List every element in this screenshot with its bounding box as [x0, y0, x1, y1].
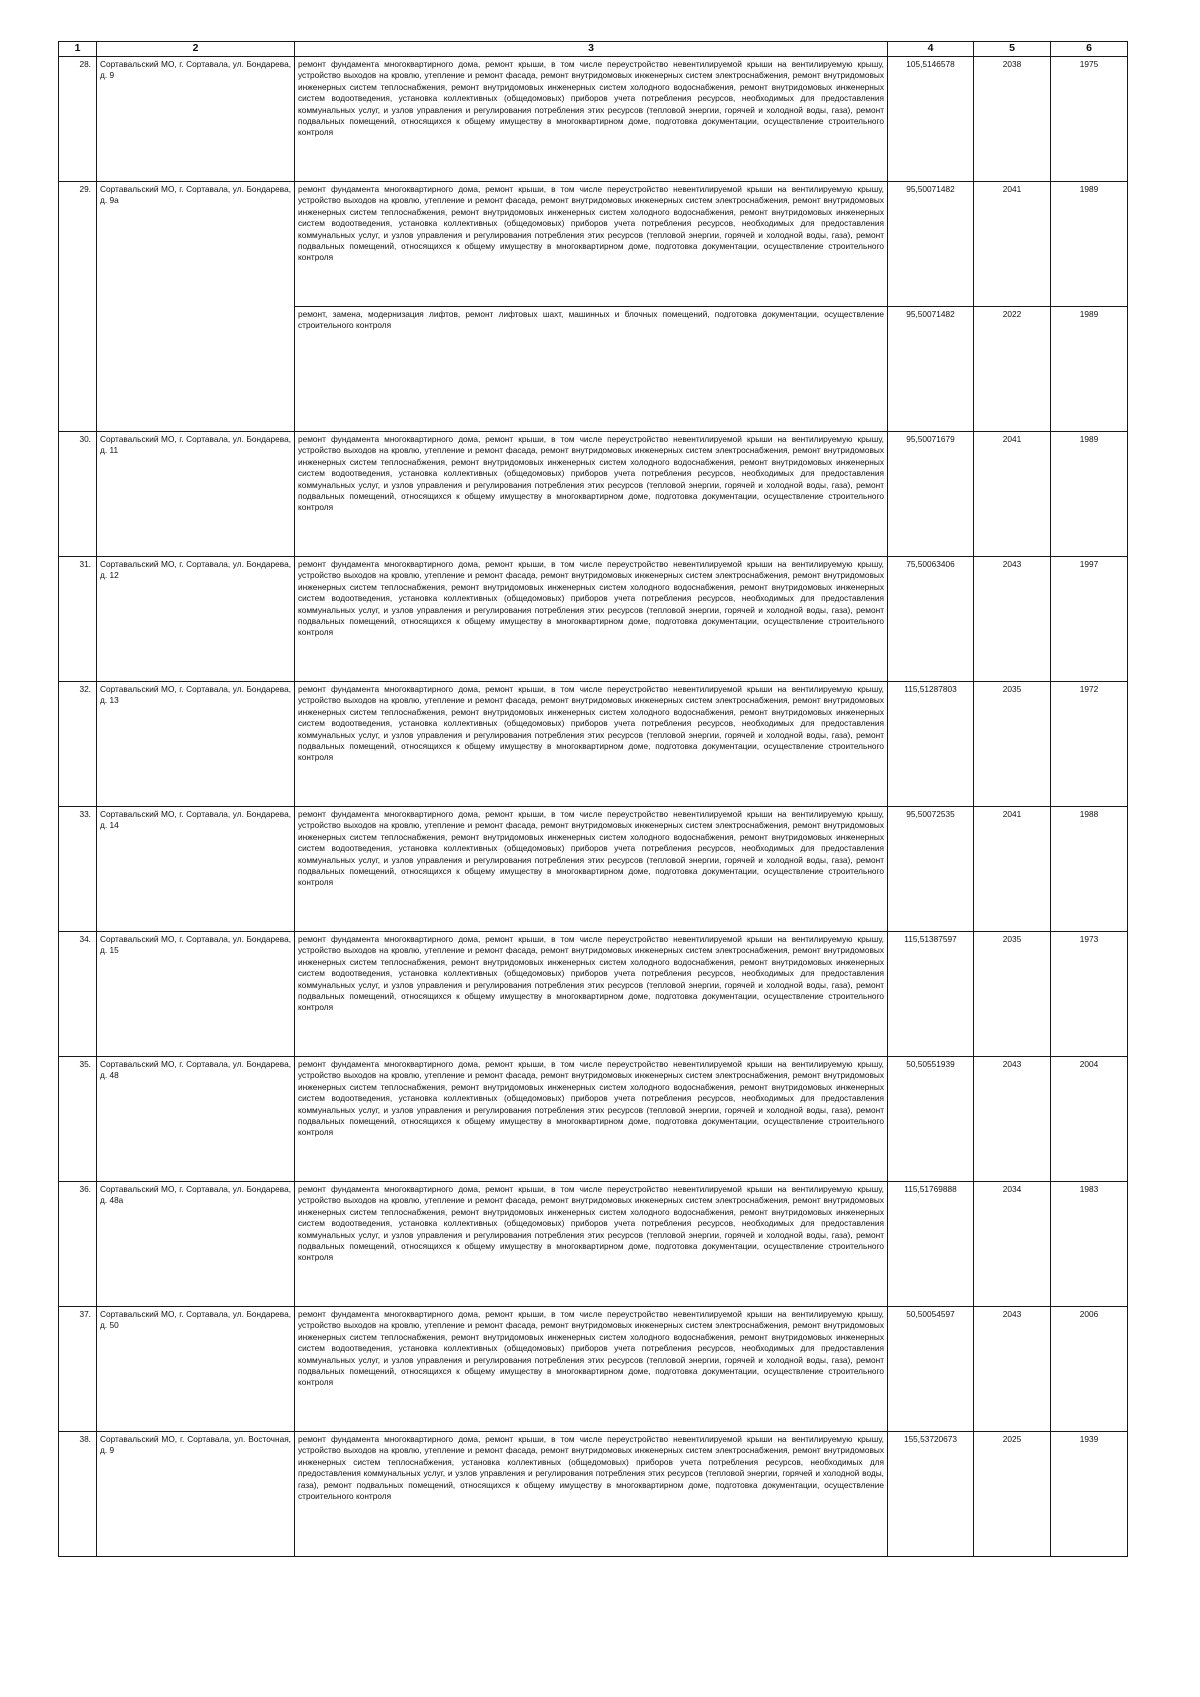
row-number: 32. [59, 682, 97, 807]
planned-year: 2022 [974, 307, 1051, 432]
table-row [59, 1307, 1128, 1432]
building-address: Сортавальский МО, г. Сортавала, ул. Бондарева, д. 48 [97, 1057, 295, 1182]
cost-value: 115,51287803 [888, 682, 974, 807]
column-header: 4 [888, 42, 974, 57]
row-number: 38. [59, 1432, 97, 1557]
planned-year: 2035 [974, 932, 1051, 1057]
table-row [59, 807, 1128, 932]
repair-works: ремонт фундамента многоквартирного дома, ремонт крыши, в том числе переустройство невентилируемой крыши на вентилируемую крышу, устройство выходов на кровлю, утепление и ремонт фасада, ремонт внутридомовых инженерных систем электроснабжения, ремонт внутридомовых инженерных систем теплоснабжения, ремонт внутридомовых инженерных систем холодного водоснабжения, ремонт внутридомовых инженерных систем водоотведения, установка коллективных (общедомовых) приборов учета потребления ресурсов, необходимых для предоставления коммунальных услуг, и узлов управления и регулирования потребления этих ресурсов (тепловой энергии, горячей и холодной воды, газа), ремонт подвальных помещений, относящихся к общему имуществу в многоквартирном доме, подготовка документации, осуществление строительного контроля [295, 432, 888, 557]
table-row [59, 1182, 1128, 1307]
building-address: Сортавальский МО, г. Сортавала, ул. Бондарева, д. 14 [97, 807, 295, 932]
cost-value: 95,50072535 [888, 807, 974, 932]
repair-works: ремонт фундамента многоквартирного дома, ремонт крыши, в том числе переустройство невентилируемой крыши на вентилируемую крышу, устройство выходов на кровлю, утепление и ремонт фасада, ремонт внутридомовых инженерных систем электроснабжения, ремонт внутридомовых инженерных систем теплоснабжения, ремонт внутридомовых инженерных систем холодного водоснабжения, ремонт внутридомовых инженерных систем водоотведения, установка коллективных (общедомовых) приборов учета потребления ресурсов, необходимых для предоставления коммунальных услуг, и узлов управления и регулирования потребления этих ресурсов (тепловой энергии, горячей и холодной воды, газа), ремонт подвальных помещений, относящихся к общему имуществу в многоквартирном доме, подготовка документации, осуществление строительного контроля [295, 182, 888, 307]
row-number: 35. [59, 1057, 97, 1182]
column-header: 6 [1051, 42, 1128, 57]
header-row [59, 42, 1128, 57]
planned-year: 2038 [974, 57, 1051, 182]
build-year: 1989 [1051, 182, 1128, 307]
cost-value: 50,50551939 [888, 1057, 974, 1182]
table-row [59, 1057, 1128, 1182]
planned-year: 2035 [974, 682, 1051, 807]
planned-year: 2041 [974, 432, 1051, 557]
build-year: 1989 [1051, 432, 1128, 557]
planned-year: 2043 [974, 557, 1051, 682]
building-address: Сортавальский МО, г. Сортавала, ул. Бондарева, д. 50 [97, 1307, 295, 1432]
table-row [59, 1432, 1128, 1557]
building-address: Сортавальский МО, г. Сортавала, ул. Бондарева, д. 9 [97, 57, 295, 182]
repair-works: ремонт, замена, модернизация лифтов, ремонт лифтовых шахт, машинных и блочных помещений, подготовка документации, осуществление строительного контроля [295, 307, 888, 432]
building-address: Сортавальский МО, г. Сортавала, ул. Восточная, д. 9 [97, 1432, 295, 1557]
planned-year: 2043 [974, 1307, 1051, 1432]
repair-works: ремонт фундамента многоквартирного дома, ремонт крыши, в том числе переустройство невентилируемой крыши на вентилируемую крышу, устройство выходов на кровлю, утепление и ремонт фасада, ремонт внутридомовых инженерных систем электроснабжения, ремонт внутридомовых инженерных систем теплоснабжения, ремонт внутридомовых инженерных систем холодного водоснабжения, ремонт внутридомовых инженерных систем водоотведения, установка коллективных (общедомовых) приборов учета потребления ресурсов, необходимых для предоставления коммунальных услуг, и узлов управления и регулирования потребления этих ресурсов (тепловой энергии, горячей и холодной воды, газа), ремонт подвальных помещений, относящихся к общему имуществу в многоквартирном доме, подготовка документации, осуществление строительного контроля [295, 1182, 888, 1307]
build-year: 1989 [1051, 307, 1128, 432]
build-year: 1997 [1051, 557, 1128, 682]
repair-works: ремонт фундамента многоквартирного дома, ремонт крыши, в том числе переустройство невентилируемой крыши на вентилируемую крышу, устройство выходов на кровлю, утепление и ремонт фасада, ремонт внутридомовых инженерных систем электроснабжения, ремонт внутридомовых инженерных систем теплоснабжения, ремонт внутридомовых инженерных систем холодного водоснабжения, ремонт внутридомовых инженерных систем водоотведения, установка коллективных (общедомовых) приборов учета потребления ресурсов, необходимых для предоставления коммунальных услуг, и узлов управления и регулирования потребления этих ресурсов (тепловой энергии, горячей и холодной воды, газа), ремонт подвальных помещений, относящихся к общему имуществу в многоквартирном доме, подготовка документации, осуществление строительного контроля [295, 57, 888, 182]
row-number: 37. [59, 1307, 97, 1432]
repair-works: ремонт фундамента многоквартирного дома, ремонт крыши, в том числе переустройство невентилируемой крыши на вентилируемую крышу, устройство выходов на кровлю, утепление и ремонт фасада, ремонт внутридомовых инженерных систем электроснабжения, ремонт внутридомовых инженерных систем теплоснабжения, установка коллективных (общедомовых) приборов учета потребления ресурсов, необходимых для предоставления коммунальных услуг, и узлов управления и регулирования потребления этих ресурсов (тепловой энергии, горячей и холодной воды, газа), ремонт подвальных помещений, относящихся к общему имуществу в многоквартирном доме, подготовка документации, осуществление строительного контроля [295, 1432, 888, 1557]
build-year: 1983 [1051, 1182, 1128, 1307]
repair-works: ремонт фундамента многоквартирного дома, ремонт крыши, в том числе переустройство невентилируемой крыши на вентилируемую крышу, устройство выходов на кровлю, утепление и ремонт фасада, ремонт внутридомовых инженерных систем электроснабжения, ремонт внутридомовых инженерных систем теплоснабжения, ремонт внутридомовых инженерных систем холодного водоснабжения, ремонт внутридомовых инженерных систем водоотведения, установка коллективных (общедомовых) приборов учета потребления ресурсов, необходимых для предоставления коммунальных услуг, и узлов управления и регулирования потребления этих ресурсов (тепловой энергии, горячей и холодной воды, газа), ремонт подвальных помещений, относящихся к общему имуществу в многоквартирном доме, подготовка документации, осуществление строительного контроля [295, 1307, 888, 1432]
cost-value: 50,50054597 [888, 1307, 974, 1432]
cost-value: 95,50071482 [888, 307, 974, 432]
table-row [59, 682, 1128, 807]
build-year: 2004 [1051, 1057, 1128, 1182]
cost-value: 95,50071482 [888, 182, 974, 307]
building-address: Сортавальский МО, г. Сортавала, ул. Бондарева, д. 12 [97, 557, 295, 682]
planned-year: 2041 [974, 807, 1051, 932]
row-number: 36. [59, 1182, 97, 1307]
table-row [59, 557, 1128, 682]
building-address: Сортавальский МО, г. Сортавала, ул. Бондарева, д. 48а [97, 1182, 295, 1307]
cost-value: 115,51769888 [888, 1182, 974, 1307]
cost-value: 115,51387597 [888, 932, 974, 1057]
table-row [59, 932, 1128, 1057]
building-address: Сортавальский МО, г. Сортавала, ул. Бондарева, д. 15 [97, 932, 295, 1057]
planned-year: 2041 [974, 182, 1051, 307]
building-address: Сортавальский МО, г. Сортавала, ул. Бондарева, д. 11 [97, 432, 295, 557]
repair-works: ремонт фундамента многоквартирного дома, ремонт крыши, в том числе переустройство невентилируемой крыши на вентилируемую крышу, устройство выходов на кровлю, утепление и ремонт фасада, ремонт внутридомовых инженерных систем электроснабжения, ремонт внутридомовых инженерных систем теплоснабжения, ремонт внутридомовых инженерных систем холодного водоснабжения, ремонт внутридомовых инженерных систем водоотведения, установка коллективных (общедомовых) приборов учета потребления ресурсов, необходимых для предоставления коммунальных услуг, и узлов управления и регулирования потребления этих ресурсов (тепловой энергии, горячей и холодной воды, газа), ремонт подвальных помещений, относящихся к общему имуществу в многоквартирном доме, подготовка документации, осуществление строительного контроля [295, 1057, 888, 1182]
cost-value: 75,50063406 [888, 557, 974, 682]
row-number: 31. [59, 557, 97, 682]
repair-works: ремонт фундамента многоквартирного дома, ремонт крыши, в том числе переустройство невентилируемой крыши на вентилируемую крышу, устройство выходов на кровлю, утепление и ремонт фасада, ремонт внутридомовых инженерных систем электроснабжения, ремонт внутридомовых инженерных систем теплоснабжения, ремонт внутридомовых инженерных систем холодного водоснабжения, ремонт внутридомовых инженерных систем водоотведения, установка коллективных (общедомовых) приборов учета потребления ресурсов, необходимых для предоставления коммунальных услуг, и узлов управления и регулирования потребления этих ресурсов (тепловой энергии, горячей и холодной воды, газа), ремонт подвальных помещений, относящихся к общему имуществу в многоквартирном доме, подготовка документации, осуществление строительного контроля [295, 807, 888, 932]
row-number: 29. [59, 182, 97, 432]
table-row [59, 432, 1128, 557]
cost-value: 95,50071679 [888, 432, 974, 557]
column-header: 3 [295, 42, 888, 57]
repair-works: ремонт фундамента многоквартирного дома, ремонт крыши, в том числе переустройство невентилируемой крыши на вентилируемую крышу, устройство выходов на кровлю, утепление и ремонт фасада, ремонт внутридомовых инженерных систем электроснабжения, ремонт внутридомовых инженерных систем теплоснабжения, ремонт внутридомовых инженерных систем холодного водоснабжения, ремонт внутридомовых инженерных систем водоотведения, установка коллективных (общедомовых) приборов учета потребления ресурсов, необходимых для предоставления коммунальных услуг, и узлов управления и регулирования потребления этих ресурсов (тепловой энергии, горячей и холодной воды, газа), ремонт подвальных помещений, относящихся к общему имуществу в многоквартирном доме, подготовка документации, осуществление строительного контроля [295, 682, 888, 807]
column-header: 1 [59, 42, 97, 57]
cost-value: 155,53720673 [888, 1432, 974, 1557]
table-row [59, 57, 1128, 182]
build-year: 1975 [1051, 57, 1128, 182]
row-number: 30. [59, 432, 97, 557]
table-row [59, 182, 1128, 307]
build-year: 1988 [1051, 807, 1128, 932]
building-address: Сортавальский МО, г. Сортавала, ул. Бондарева, д. 9а [97, 182, 295, 432]
capital-repair-table [58, 41, 1128, 1557]
cost-value: 105,5146578 [888, 57, 974, 182]
planned-year: 2034 [974, 1182, 1051, 1307]
building-address: Сортавальский МО, г. Сортавала, ул. Бондарева, д. 13 [97, 682, 295, 807]
row-number: 28. [59, 57, 97, 182]
build-year: 1973 [1051, 932, 1128, 1057]
column-header: 2 [97, 42, 295, 57]
planned-year: 2043 [974, 1057, 1051, 1182]
column-header: 5 [974, 42, 1051, 57]
row-number: 34. [59, 932, 97, 1057]
build-year: 1939 [1051, 1432, 1128, 1557]
build-year: 1972 [1051, 682, 1128, 807]
planned-year: 2025 [974, 1432, 1051, 1557]
build-year: 2006 [1051, 1307, 1128, 1432]
row-number: 33. [59, 807, 97, 932]
repair-works: ремонт фундамента многоквартирного дома, ремонт крыши, в том числе переустройство невентилируемой крыши на вентилируемую крышу, устройство выходов на кровлю, утепление и ремонт фасада, ремонт внутридомовых инженерных систем электроснабжения, ремонт внутридомовых инженерных систем теплоснабжения, ремонт внутридомовых инженерных систем холодного водоснабжения, ремонт внутридомовых инженерных систем водоотведения, установка коллективных (общедомовых) приборов учета потребления ресурсов, необходимых для предоставления коммунальных услуг, и узлов управления и регулирования потребления этих ресурсов (тепловой энергии, горячей и холодной воды, газа), ремонт подвальных помещений, относящихся к общему имуществу в многоквартирном доме, подготовка документации, осуществление строительного контроля [295, 557, 888, 682]
repair-works: ремонт фундамента многоквартирного дома, ремонт крыши, в том числе переустройство невентилируемой крыши на вентилируемую крышу, устройство выходов на кровлю, утепление и ремонт фасада, ремонт внутридомовых инженерных систем электроснабжения, ремонт внутридомовых инженерных систем теплоснабжения, ремонт внутридомовых инженерных систем холодного водоснабжения, ремонт внутридомовых инженерных систем водоотведения, установка коллективных (общедомовых) приборов учета потребления ресурсов, необходимых для предоставления коммунальных услуг, и узлов управления и регулирования потребления этих ресурсов (тепловой энергии, горячей и холодной воды, газа), ремонт подвальных помещений, относящихся к общему имуществу в многоквартирном доме, подготовка документации, осуществление строительного контроля [295, 932, 888, 1057]
